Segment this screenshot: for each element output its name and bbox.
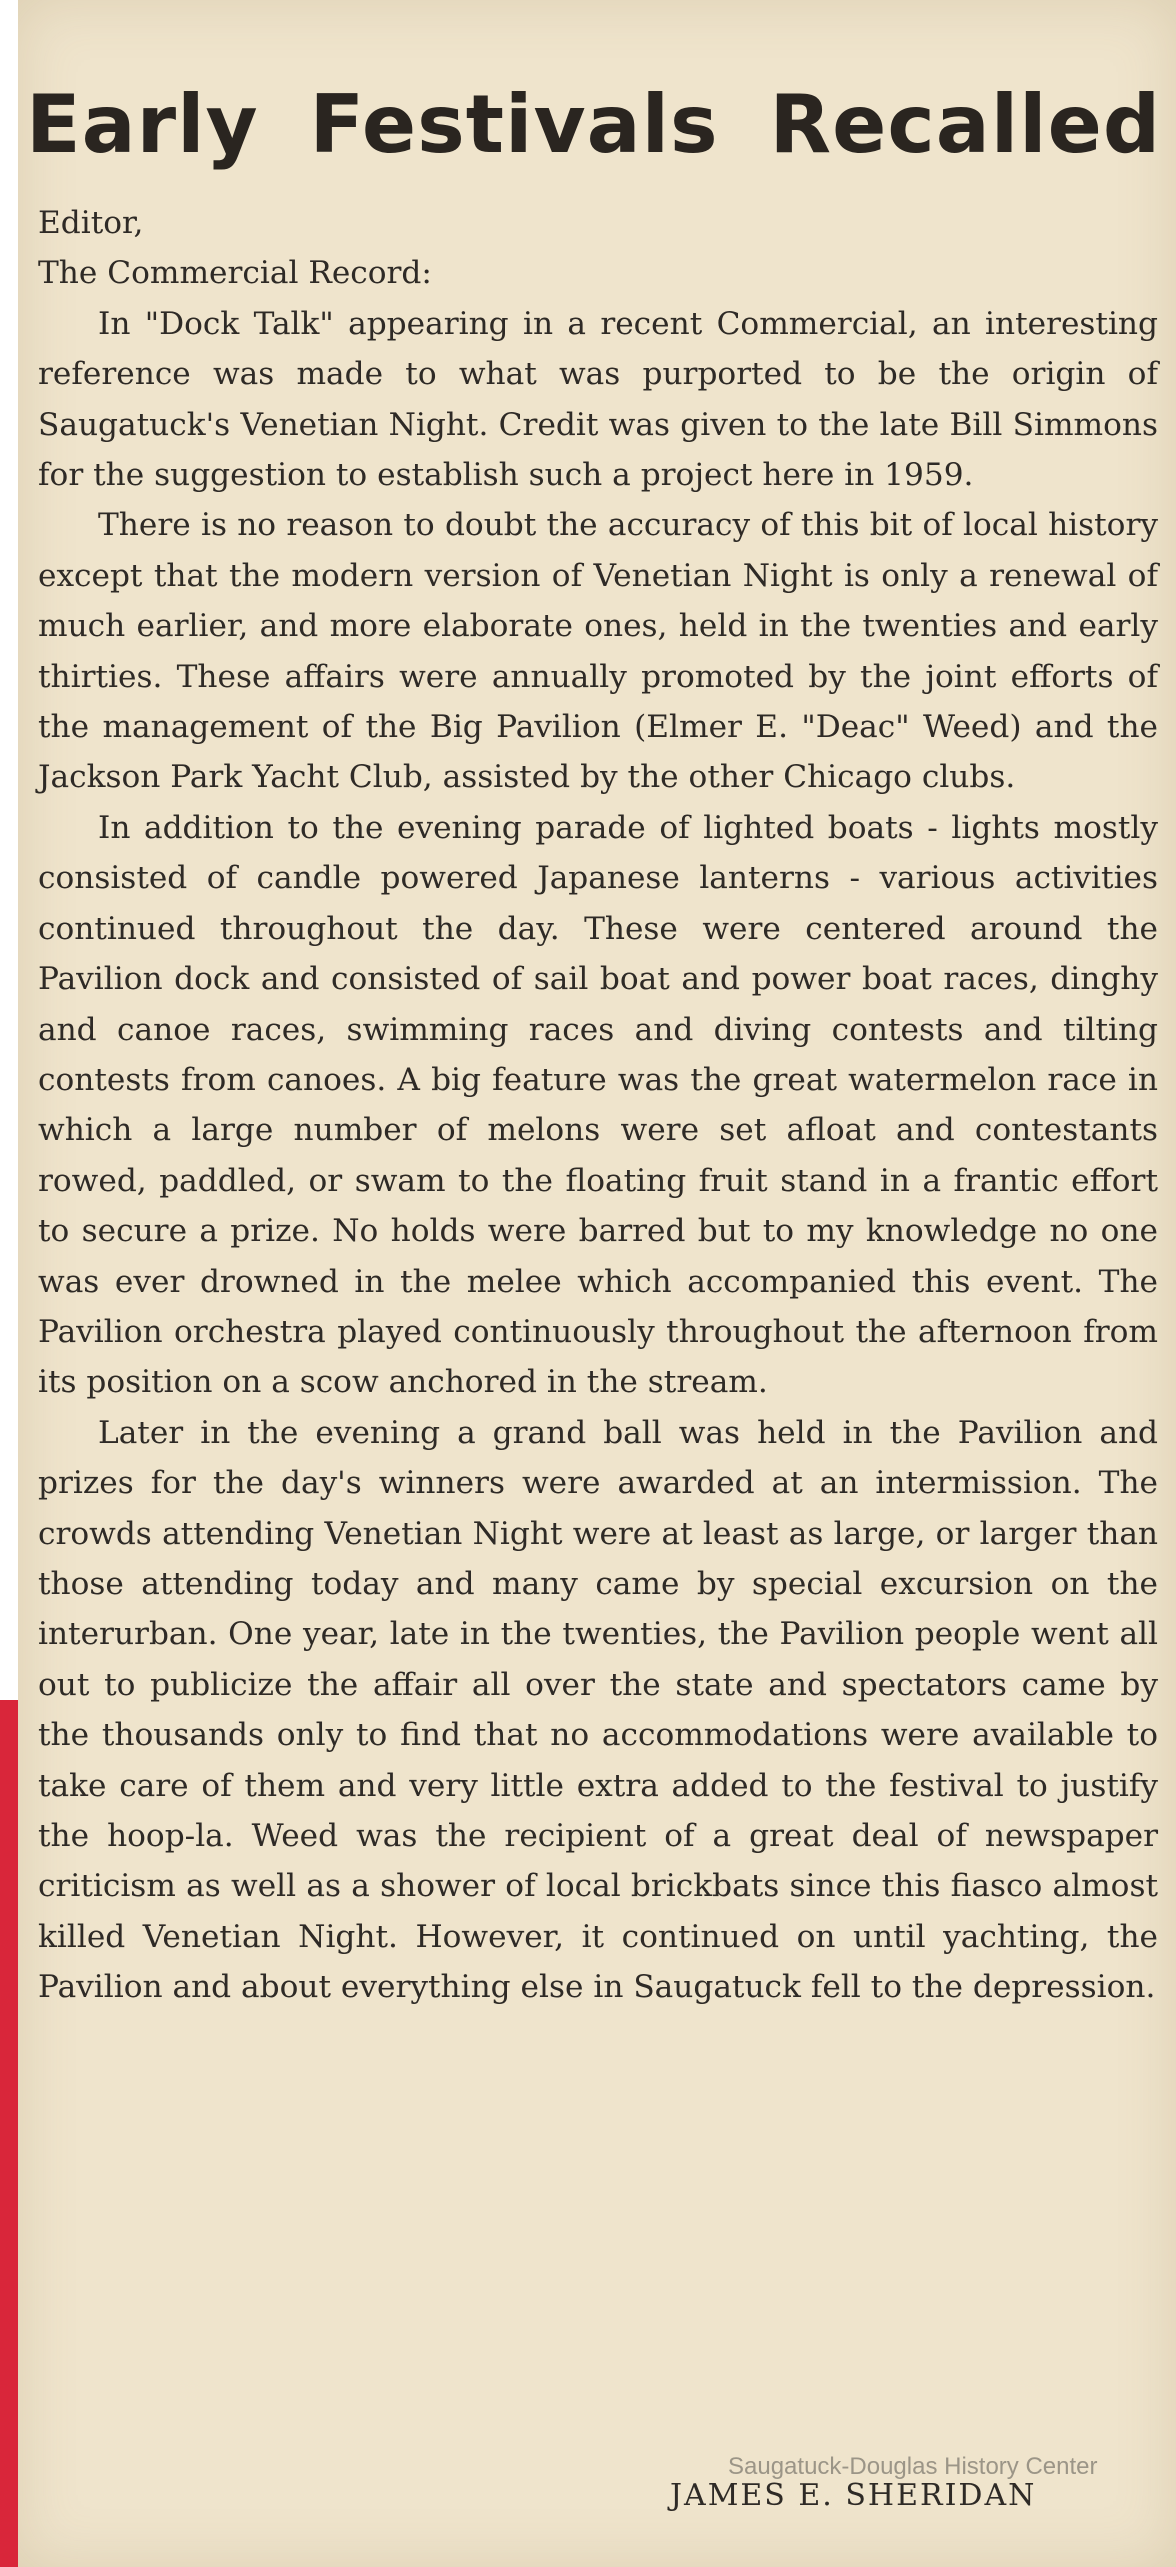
archive-watermark: Saugatuck-Douglas History Center xyxy=(728,2453,1098,2480)
paragraph-activities: In addition to the evening parade of lighted boats - lights mostly consisted of candle powered Japanese lanterns - various activities continued throughout the day. These were centered around the Pavilion dock and consisted of sail boat and power boat races, dinghy and canoe races, swimming races and diving contests and tilting contests from canoes. A big feature was the great watermelon race in which a large number of melons were set afloat and contestants rowed, paddled, or swam to the floating fruit stand in a frantic effort to secure a prize. No holds were barred but to my knowledge no one was ever drowned in the melee which accompanied this event. The Pavilion orchestra played continuously throughout the afternoon from its position on a scow anchored in the stream. xyxy=(38,809,1158,1401)
salutation-editor: Editor, xyxy=(38,205,144,241)
author-signature: JAMES E. SHERIDAN xyxy=(670,2478,1037,2513)
paragraph-dock-talk: In "Dock Talk" appearing in a recent Commercial, an interesting reference was made to what was purported to be the origin of Saugatuck's Venetian Night. Credit was given to the late Bill Simmons for the suggestion to establish such a project here in 1959. xyxy=(38,305,1158,494)
letter-body xyxy=(38,198,1158,2013)
newspaper-clipping xyxy=(18,0,1176,2567)
paragraph-grand-ball: Later in the evening a grand ball was held in the Pavilion and prizes for the day's winners were awarded at an intermission. The crowds attending Venetian Night were at least as large, or larger than those attending today and many came by special excursion on the interurban. One year, late in the twenties, the Pavilion people went all out to publicize the affair all over the state and spectators came by the thousands only to find that no accommodations were available to take care of them and very little extra added to the festival to justify the hoop-la. Weed was the recipient of a great deal of newspaper criticism as well as a shower of local brickbats since this fiasco almost killed Venetian Night. However, it continued on until yachting, the Pavilion and about everything else in Saugatuck fell to the depression. xyxy=(38,1414,1158,2006)
salutation-publication: The Commercial Record: xyxy=(38,255,432,292)
headline: Early Festivals Recalled xyxy=(26,78,1162,171)
paragraph-local-history: There is no reason to doubt the accuracy of this bit of local history except that the modern version of Venetian Night is only a renewal of much earlier, and more elaborate ones, held in the twenties and early thirties. These affairs were annually promoted by the joint efforts of the management of the Big Pavilion (Elmer E. "Deac" Weed) and the Jackson Park Yacht Club, assisted by the other Chicago clubs. xyxy=(38,507,1158,796)
